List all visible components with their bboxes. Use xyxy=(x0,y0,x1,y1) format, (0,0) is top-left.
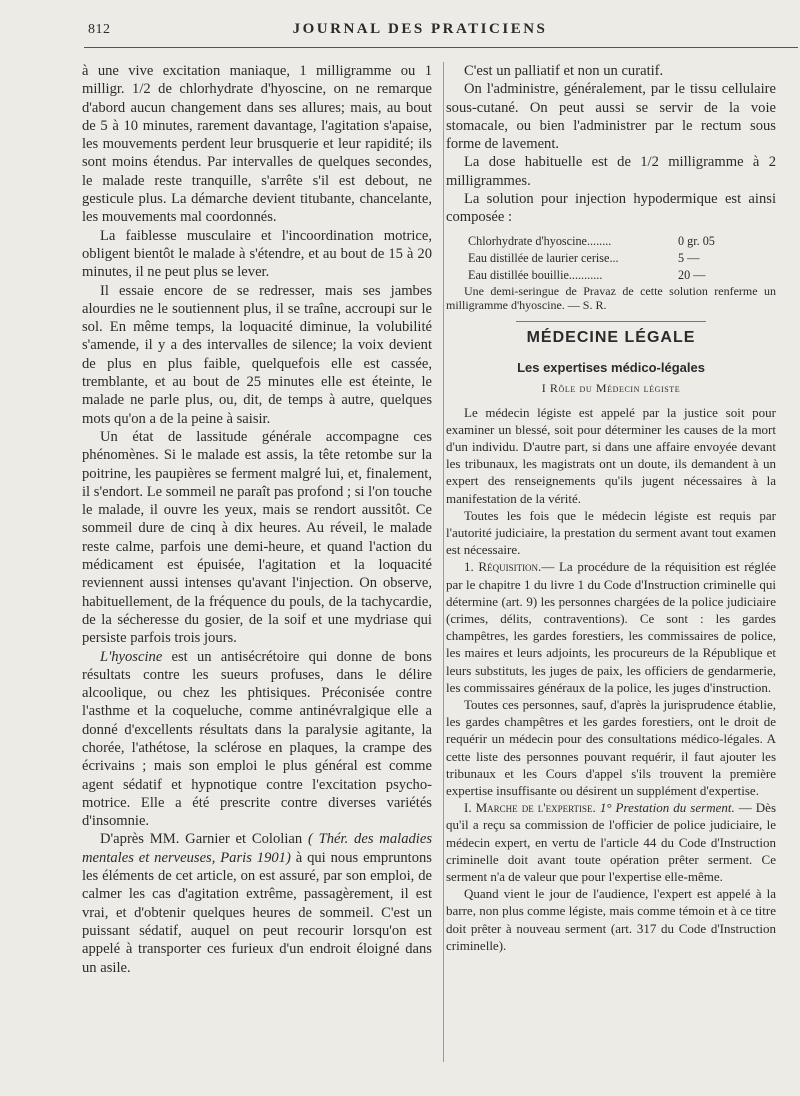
legal-article xyxy=(446,404,776,955)
paragraph: Toutes ces personnes, sauf, d'après la jurisprudence établie, les gardes champêtres et les gardes forestiers, ont le droit de requérir un médecin pour des consultations médico-légales. A cette liste des personnes pouvant requérir, il faut ajouter les tribunaux et les Cours d'appel s'ils trouvent la première expertise insuffisante ou désirent un supplément d'expertise. xyxy=(446,697,776,799)
article-title: Les expertises médico-légales xyxy=(517,359,705,375)
italic-heading: 1° Prestation du serment. xyxy=(595,800,735,816)
article-subtitle: I Rôle du Médecin légiste xyxy=(541,381,681,396)
formula-row: Eau distillée bouillie........... 20 — xyxy=(468,267,706,282)
paragraph: Le médecin légiste est appelé par la justice soit pour examiner un blessé, soit pour déterminer les causes de la mort d'un individu. D'autre part, si dans une affaire envoyée devant les tribunaux, les magistrats ont un doute, ils demandent à un expert des renseignements qu'ils jugent nécessaires à la manifestation de la vérité. xyxy=(446,404,776,506)
left-column xyxy=(82,62,432,977)
paragraph: I. Marche de l'expertise. 1° Prestation du serment. — Dès qu'il a reçu sa commission de l'officier de police judiciaire, le médecin expert, en vertu de l'article 44 du Code d'Instruction criminelle doit avant toute opération prêter serment. Ce serment n'a de valeur que pour l'expertise elle-même. xyxy=(446,800,777,885)
subsection-label: I. Marche de l'expertise. xyxy=(464,800,596,816)
paragraph: On l'administre, généralement, par le tissu cellulaire sous-cutané. On peut aussi se servir de la voie stomacale, ou bien l'administrer par le rectum sous forme de lavement. xyxy=(446,81,776,153)
formula-row: Eau distillée de laurier cerise... 5 — xyxy=(468,250,700,265)
paragraph: La dose habituelle est de 1/2 milligramme à 2 milligrammes. xyxy=(446,154,776,189)
italic-term: L'hyoscine xyxy=(100,648,163,665)
paragraph: D'après MM. Garnier et Cololian ( Thér. des maladies mentales et nerveuses, Paris 1901) à qui nous empruntons les éléments de cet article, on est assuré, par son emploi, de calmer les cas d'agitation extrême, passagèrement, il est vrai, et d'obtenir quelques heures de sommeil. C'est un puissant sédatif, auquel on peut recourir lorsqu'on est appelé à transporter ces furieux d'un endroit éloigné dans un asile. xyxy=(82,831,432,976)
page-header xyxy=(0,18,800,44)
paragraph: C'est un palliatif et non un curatif. xyxy=(464,63,664,79)
paragraph: L'hyoscine est un antisécrétoire qui donne de bons résultats contre les sueurs profuses, dans le délire alcoolique, ou chez les phtisiques. Préconisée contre l'asthme et la coqueluche, comme antinévralgique elle a donné d'excellents résultats dans la paralysie agitante, la chorée, l'athétose, la sclérose en plaques, la crampe des écrivains ; mais son emploi le plus général est comme agent sédatif et hypnotique contre l'excitation psycho-motrice. Elle a été prescrite contre diverses variétés d'insomnie. xyxy=(82,648,432,830)
paragraph: Toutes les fois que le médecin légiste est requis par l'autorité judiciaire, la prestation du serment avant tout examen est nécessaire. xyxy=(446,507,776,558)
footnote: Une demi-seringue de Pravaz de cette solution renferme un milligramme d'hyoscine. — S. R. xyxy=(446,283,776,313)
paragraph: 1. Réquisition.— La procédure de la réquisition est réglée par le chapitre 1 du livre 1 du Code d'Instruction criminelle qui détermine (art. 9) les personnes chargées de la police judiciaire (crimes, délits, contraventions). Ce sont : les gardes champêtres, les gardes forestiers, les commissaires de police, les maires et leurs adjoints, les procureurs de la République et leurs substituts, les juges de paix, les officiers de gendarmerie, les commissaires généraux de la police, les juges d'instruction. xyxy=(446,559,776,695)
section-title: MÉDECINE LÉGALE xyxy=(446,329,776,347)
column-divider xyxy=(443,62,444,1062)
journal-title: JOURNAL DES PRATICIENS xyxy=(292,21,548,37)
formula-row: Chlorhydrate d'hyoscine........ 0 gr. 05 xyxy=(468,233,715,248)
header-rule xyxy=(84,47,798,48)
subsection-label: 1. Réquisition. xyxy=(464,559,542,575)
formula-table xyxy=(468,233,776,284)
paragraph: La faiblesse musculaire et l'incoordination motrice, obligent bientôt le malade à s'étendre, et au bout de 15 à 20 minutes, il ne peut plus se lever. xyxy=(82,227,432,281)
paragraph: Il essaie encore de se redresser, mais ses jambes alourdies ne le soutiennent plus, il se traîne, accroupi sur le sol. En même temps, la loquacité diminue, la volubilité s'amende, il y a des intervalles de silence; la voix devient de plus en plus faible, quelquefois elle est cassée, tremblante, et au bout de 25 minutes elle est éteinte, le malade ne parle plus, ou, dit, de temps à autre, quelques mots qu'on a de la peine à saisir. xyxy=(82,282,432,427)
paragraph: Un état de lassitude générale accompagne ces phénomènes. Si le malade est assis, la tête retombe sur la poitrine, les paupières se ferment malgré lui, et, finalement, il s'endort. Le sommeil ne paraît pas profond ; si l'on touche le malade, il ouvre les yeux, mais se rendort aussitôt. Ce sommeil dure de cinq à dix heures. Au réveil, le malade reste calme, parfois une demi-heure, et quand l'action du médicament est épuisée, l'agitation et la loquacité reviennent aussi intenses qu'avant l'injection. On observe, habituellement, de la fréquence du pouls, de la tachycardie, de la sécheresse du gosier, de la soif et une mydriase qui persiste parfois trois jours. xyxy=(82,428,432,647)
paragraph: La solution pour injection hypodermique est ainsi composée : xyxy=(446,191,776,226)
citation: ( Thér. des maladies mentales et nerveuses, Paris 1901) xyxy=(82,831,432,866)
page-number: 812 xyxy=(88,22,111,37)
right-column xyxy=(446,62,776,954)
paragraph: Quand vient le jour de l'audience, l'expert est appelé à la barre, non plus comme légiste, mais comme témoin et à ce titre doit prêter à nouveau serment (art. 317 du Code d'Instruction criminelle). xyxy=(446,886,776,953)
paragraph: à une vive excitation maniaque, 1 milligramme ou 1 milligr. 1/2 de chlorhydrate d'hyoscine, on ne remarque d'abord aucun changement dans ses allures; mais, au bout de 5 à 10 minutes, rarement davantage, l'agitation s'apaise, les mouvements perdent leur brusquerie et leur rapidité; ils sont moins étendus. Par intervalles de quelques secondes, le malade reste tranquille, s'arrête s'il est debout, ne gesticule plus. La démarche devient titubante, chancelante, les mouvements mal coordonnés. xyxy=(82,63,432,226)
